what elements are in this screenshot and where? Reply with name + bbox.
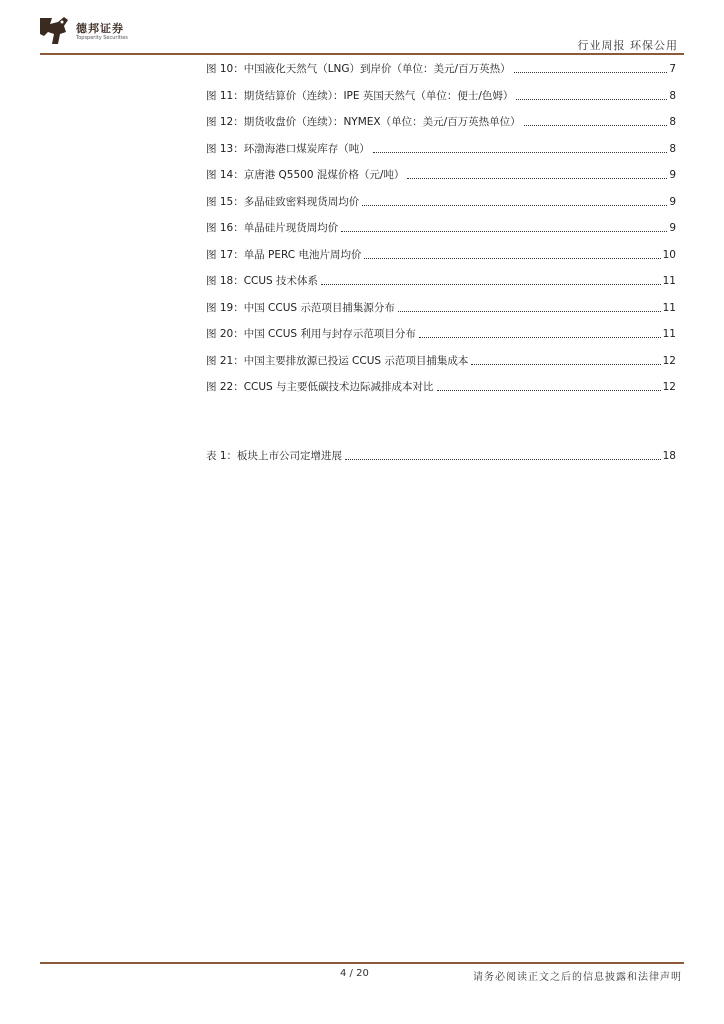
toc-leader-dots [471, 364, 660, 365]
toc-leader-dots [321, 284, 661, 285]
toc-entry-label: 图 16：单晶硅片现货周均价 [206, 222, 339, 234]
toc-entry-page: 11 [662, 275, 676, 287]
toc-entry-label: 图 19：中国 CCUS 示范项目捕集源分布 [206, 302, 395, 314]
toc-entry-label: 表 1：板块上市公司定增进展 [206, 450, 343, 462]
toc-leader-dots [345, 459, 661, 460]
toc-leader-dots [364, 258, 660, 259]
legal-disclaimer: 请务必阅读正文之后的信息披露和法律声明 [473, 972, 682, 983]
toc-entry-label: 图 15：多晶硅致密料现货周均价 [206, 196, 360, 208]
toc-entry-page: 10 [662, 249, 676, 261]
toc-entry-label: 图 14：京唐港 Q5500 混煤价格（元/吨） [206, 169, 405, 181]
toc-entry[interactable] [206, 142, 676, 156]
toc-entry[interactable] [206, 327, 676, 341]
toc-entry[interactable] [206, 168, 676, 182]
toc-entry[interactable] [206, 248, 676, 262]
logo-english-name: Topsperity Securities [76, 35, 128, 41]
toc-entry[interactable] [206, 301, 676, 315]
toc-leader-dots [407, 178, 667, 179]
report-category: 行业周报 环保公用 [577, 39, 678, 52]
toc-entry[interactable] [206, 380, 676, 394]
toc-leader-dots [362, 205, 667, 206]
toc-entry[interactable] [206, 221, 676, 235]
toc-entry-label: 图 18：CCUS 技术体系 [206, 275, 319, 287]
toc-entry-page: 9 [669, 169, 676, 181]
logo-chinese-name: 德邦证券 [76, 22, 124, 35]
toc-entry-page: 11 [662, 328, 676, 340]
toc-leader-dots [398, 311, 661, 312]
toc-leader-dots [373, 152, 668, 153]
toc-entry-label: 图 21：中国主要排放源已投运 CCUS 示范项目捕集成本 [206, 355, 469, 367]
toc-leader-dots [437, 390, 661, 391]
toc-leader-dots [524, 125, 668, 126]
company-logo-icon [38, 14, 72, 48]
header-divider [40, 53, 684, 55]
toc-entry-label: 图 11：期货结算价（连续）：IPE 英国天然气（单位：便士/色姆） [206, 90, 514, 102]
toc-entry-label: 图 13：环渤海港口煤炭库存（吨） [206, 143, 370, 155]
toc-entry-page: 11 [662, 302, 676, 314]
footer-divider [40, 962, 684, 964]
toc-entry-label: 图 10：中国液化天然气（LNG）到岸价（单位：美元/百万英热） [206, 63, 511, 75]
toc-leader-dots [516, 99, 667, 100]
page-number: 4 / 20 [340, 968, 369, 979]
toc-entry-label: 图 20：中国 CCUS 利用与封存示范项目分布 [206, 328, 416, 340]
toc-entry[interactable] [206, 62, 676, 76]
toc-entry-page: 12 [662, 381, 676, 393]
toc-entry-label: 图 12：期货收盘价（连续）：NYMEX（单位：美元/百万英热单位） [206, 116, 521, 128]
toc-entry-page: 9 [669, 222, 676, 234]
toc-entry-page: 8 [669, 116, 676, 128]
toc-entry[interactable] [206, 274, 676, 288]
toc-leader-dots [341, 231, 667, 232]
toc-table-entry[interactable] [206, 449, 676, 463]
toc-leader-dots [514, 72, 668, 73]
toc-leader-dots [419, 337, 661, 338]
toc-entry-page: 18 [662, 450, 676, 462]
toc-entry-page: 8 [669, 90, 676, 102]
company-logo [38, 14, 148, 48]
toc-entry[interactable] [206, 115, 676, 129]
toc-entry-page: 8 [669, 143, 676, 155]
toc-entry-label: 图 17：单晶 PERC 电池片周均价 [206, 249, 362, 261]
toc-entry-page: 9 [669, 196, 676, 208]
toc-entry-page: 7 [669, 63, 676, 75]
toc-entry[interactable] [206, 354, 676, 368]
toc-entry[interactable] [206, 89, 676, 103]
toc-entry-label: 图 22：CCUS 与主要低碳技术边际减排成本对比 [206, 381, 434, 393]
toc-entry-page: 12 [662, 355, 676, 367]
toc-entry[interactable] [206, 195, 676, 209]
